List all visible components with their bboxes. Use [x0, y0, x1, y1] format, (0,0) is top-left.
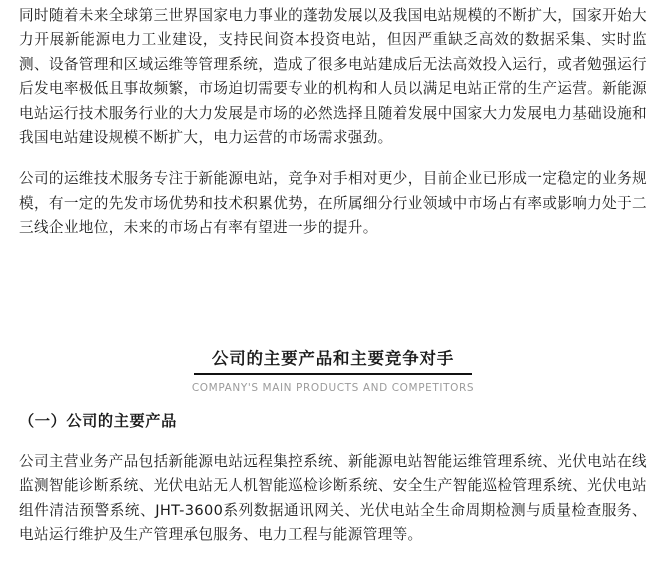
paragraph-competitive-position: 公司的运维技术服务专注于新能源电站，竞争对手相对更少，目前企业已形成一定稳定的业务规模，有一定的先发市场优势和技术积累优势，在所属细分行业领域中市场占有率或影响力处于二三线企业地位，未来的市场占有率有望进一步的提升。: [19, 170, 647, 237]
article-body: [19, 4, 647, 544]
paragraph-market-demand: 同时随着未来全球第三世界国家电力事业的蓬勃发展以及我国电站规模的不断扩大，国家开始大力开展新能源电力工业建设，支持民间资本投资电站，但因严重缺乏高效的数据采集、实时监测、设备管理和区域运维等管理系统，造成了很多电站建成后无法高效投入运行，或者勉强运行后发电率极低且事故频繁，市场迫切需要专业的机构和人员以满足电站正常的生产运营。新能源电站运行技术服务行业的大力发展是市场的必然选择且随着发展中国家大力发展电力基础设施和我国电站建设规模不断扩大，电力运营的市场需求强劲。: [19, 7, 647, 147]
section-subtitle: COMPANY'S MAIN PRODUCTS AND COMPETITORS: [191, 382, 475, 394]
subsection-heading-main-products: （一）公司的主要产品: [19, 412, 177, 430]
paragraph-main-products: 公司主营业务产品包括新能源电站远程集控系统、新能源电站智能运维管理系统、光伏电站在线监测智能诊断系统、光伏电站无人机智能巡检诊断系统、安全生产智能巡检管理系统、光伏电站组件清洁预警系统、JHT-3600系列数据通讯网关、光伏电站全生命周期检测与质量检查服务、电站运行维护及生产管理承包服务、电力工程与能源管理等。: [19, 453, 647, 544]
section-header: [19, 348, 647, 395]
section-title: 公司的主要产品和主要竞争对手: [194, 348, 472, 375]
